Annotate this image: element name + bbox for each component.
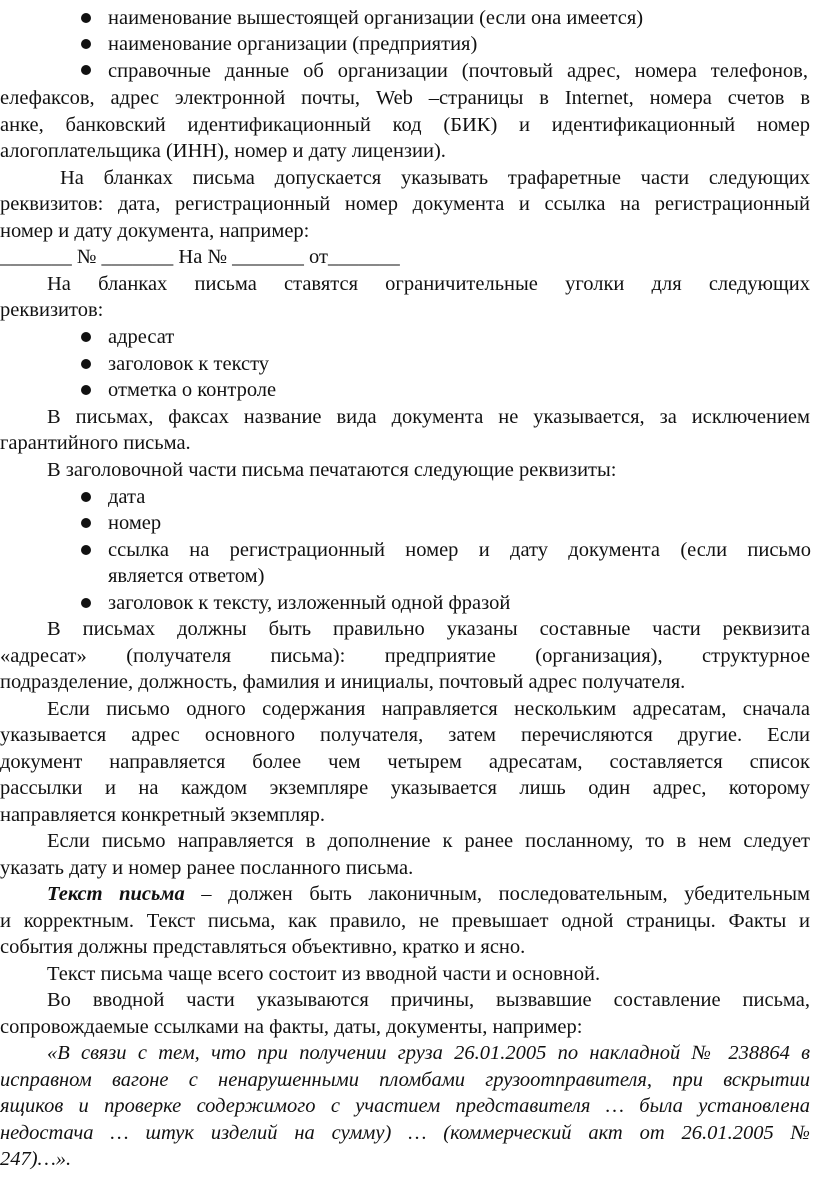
paragraph-line: Текст письма – должен быть лаконичным, последовательным, убедительным	[47, 883, 810, 905]
bullet-item-continuation: является ответом)	[108, 565, 265, 587]
bullet-item: номер	[108, 512, 162, 534]
paragraph-line: рассылки и на каждом экземпляре указывается лишь один адрес, которому	[0, 777, 810, 799]
paragraph-line: документ направляется более чем четырем адресатам, составляется список	[0, 751, 810, 773]
bullet-icon	[81, 39, 91, 49]
paragraph-line: Во вводной части указываются причины, вызвавшие составление письма,	[47, 989, 810, 1011]
bullet-icon	[81, 545, 91, 555]
bullet-icon	[81, 385, 91, 395]
bullet-icon	[81, 13, 91, 23]
paragraph-line: номер и дату документа, например:	[0, 220, 310, 242]
paragraph-line: анке, банковский идентификационный код (БИК) и идентификационный номер	[0, 114, 810, 136]
bullet-item: справочные данные об организации (почтовый адрес, номера телефонов,	[108, 60, 808, 82]
bullet-item: отметка о контроле	[108, 379, 277, 401]
bullet-icon	[81, 359, 91, 369]
bullet-icon	[81, 492, 91, 502]
bullet-icon	[81, 332, 91, 342]
bullet-icon	[81, 598, 91, 608]
bullet-item: адресат	[108, 326, 175, 348]
paragraph-line: и корректным. Текст письма, как правило, не превышает одной страницы. Факты и	[0, 910, 810, 932]
paragraph-line: указывается адрес основного получателя, затем перечисляются другие. Если	[0, 724, 810, 746]
paragraph-line: «адресат» (получателя письма): предприятие (организация), структурное	[0, 645, 810, 667]
quote-line: ящиков и проверке содержимого с участием представителя … была установлена	[0, 1095, 810, 1117]
bullet-item: заголовок к тексту, изложенный одной фразой	[108, 592, 511, 614]
paragraph-line: события должны представляться объективно, кратко и ясно.	[0, 936, 526, 958]
paragraph-line: подразделение, должность, фамилия и инициалы, почтовый адрес получателя.	[0, 671, 686, 693]
paragraph-line: В заголовочной части письма печатаются следующие реквизиты:	[47, 459, 617, 481]
bullet-item: наименование организации (предприятия)	[108, 33, 478, 55]
quote-line: 247)…».	[0, 1148, 72, 1170]
paragraph-line: сопровождаемые ссылками на факты, даты, документы, например:	[0, 1016, 583, 1038]
paragraph-line: В письмах должны быть правильно указаны составные части реквизита	[47, 618, 810, 640]
paragraph-line: реквизитов: дата, регистрационный номер документа и ссылка на регистрационный	[0, 193, 810, 215]
paragraph-line: В письмах, факсах название вида документа не указывается, за исключением	[47, 406, 810, 428]
term-text-of-letter: Текст письма	[47, 883, 185, 905]
paragraph-line: На бланках письма ставятся ограничительные уголки для следующих	[47, 273, 810, 295]
bullet-item: ссылка на регистрационный номер и дату документа (если письмо	[108, 539, 811, 561]
paragraph-line: Если письмо направляется в дополнение к ранее посланному, то в нем следует	[47, 830, 810, 852]
form-line: _______ № _______ На № _______ от_______	[0, 246, 400, 268]
paragraph-line: елефаксов, адрес электронной почты, Web –страницы в Internet, номера счетов в	[0, 87, 810, 109]
paragraph-line: алогоплательщика (ИНН), номер и дату лицензии).	[0, 140, 446, 162]
paragraph-line: На бланках письма допускается указывать трафаретные части следующих	[60, 167, 810, 189]
paragraph-line: Если письмо одного содержания направляется нескольким адресатам, сначала	[47, 698, 810, 720]
bullet-item: заголовок к тексту	[108, 353, 270, 375]
quote-line: исправном вагоне с ненарушенными пломбами грузоотправителя, при вскрытии	[0, 1069, 810, 1091]
bullet-item: дата	[108, 486, 146, 508]
paragraph-line: реквизитов:	[0, 299, 104, 321]
paragraph-line: направляется конкретный экземпляр.	[0, 804, 326, 826]
paragraph-line: гарантийного письма.	[0, 432, 191, 454]
paragraph-line: указать дату и номер ранее посланного письма.	[0, 857, 414, 879]
bullet-item: наименование вышестоящей организации (если она имеется)	[108, 7, 644, 29]
paragraph-line: Текст письма чаще всего состоит из вводной части и основной.	[47, 963, 601, 985]
bullet-icon	[81, 65, 91, 75]
quote-line: недостача … штук изделий на сумму) … (коммерческий акт от 26.01.2005 №	[0, 1122, 810, 1144]
quote-line: «В связи с тем, что при получении груза 26.01.2005 по накладной № 238864 в	[47, 1042, 810, 1064]
bullet-icon	[81, 518, 91, 528]
